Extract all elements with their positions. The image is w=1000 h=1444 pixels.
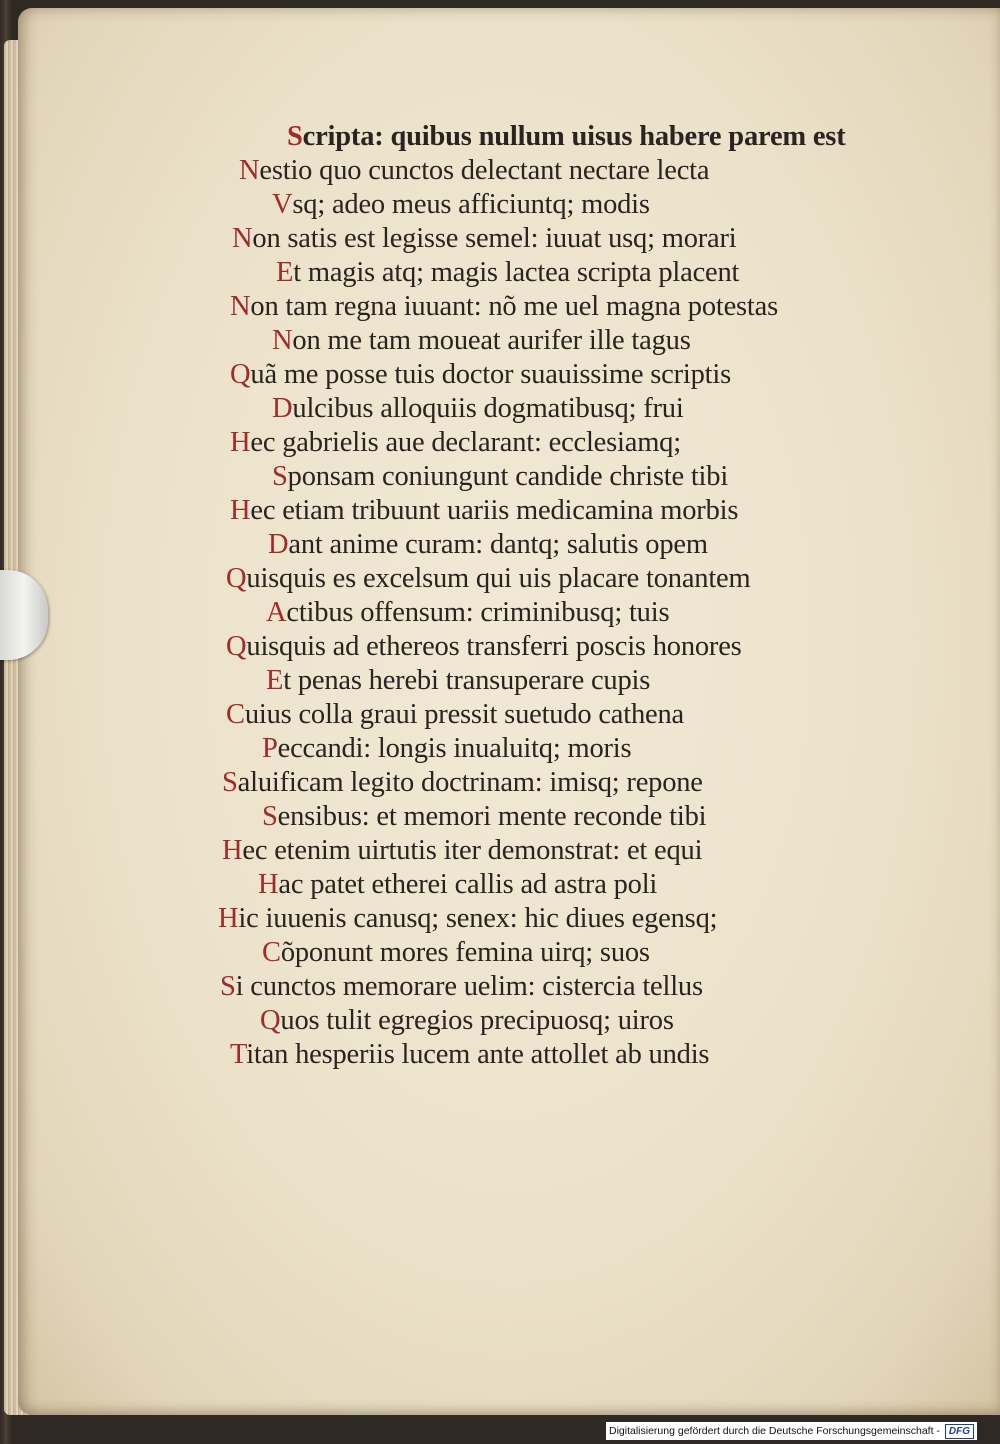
verse-line: Titan hesperiis lucem ante attollet ab undis (230, 1039, 710, 1070)
rubricated-initial: T (230, 1039, 247, 1070)
rubricated-initial: S (222, 767, 238, 798)
dfg-logo: DFG (945, 1424, 974, 1439)
verse-line: Vsq; adeo meus afficiuntq; modis (272, 189, 650, 220)
verse-line: Et penas herebi transuperare cupis (266, 665, 651, 696)
rubricated-initial: N (232, 223, 253, 254)
rubricated-initial: H (218, 903, 239, 934)
rubricated-initial: Q (226, 631, 247, 662)
rubricated-initial: Q (260, 1005, 281, 1036)
dfg-footer (606, 1422, 977, 1440)
verse-line: Hec gabrielis aue declarant: ecclesiamq; (230, 427, 681, 458)
rubricated-initial: C (226, 699, 245, 730)
rubricated-initial: S (272, 461, 288, 492)
verse-line: Sensibus: et memori mente reconde tibi (262, 801, 707, 832)
rubricated-initial: N (272, 325, 293, 356)
rubricated-initial: D (268, 529, 289, 560)
verse-line: Hec etenim uirtutis iter demonstrat: et equi (222, 835, 703, 866)
rubricated-initial: E (266, 665, 284, 696)
verse-line: Non tam regna iuuant: nõ me uel magna potestas (230, 291, 778, 322)
verse-line: Scripta: quibus nullum uisus habere parem est (287, 121, 846, 152)
rubricated-initial: H (258, 869, 279, 900)
verse-line: Dant anime curam: dantq; salutis opem (268, 529, 708, 560)
verse-line: Hic iuuenis canusq; senex: hic diues egensq; (218, 903, 718, 934)
rubricated-initial: Q (226, 563, 247, 594)
rubricated-initial: P (262, 733, 278, 764)
verse-line: Hac patet etherei callis ad astra poli (258, 869, 658, 900)
rubricated-initial: S (262, 801, 278, 832)
verse-line: Peccandi: longis inualuitq; moris (262, 733, 632, 764)
verse-line: Quisquis ad ethereos transferri poscis honores (226, 631, 742, 662)
verse-line: Actibus offensum: criminibusq; tuis (266, 597, 670, 628)
rubricated-initial: S (287, 121, 303, 152)
rubricated-initial: S (220, 971, 236, 1002)
verse-line: Cuius colla graui pressit suetudo cathena (226, 699, 684, 730)
rubricated-initial: C (262, 937, 281, 968)
verse-line: Nestio quo cunctos delectant nectare lecta (239, 155, 710, 186)
verse-line: Non satis est legisse semel: iuuat usq; morari (232, 223, 737, 254)
verse-line: Quisquis es excelsum qui uis placare tonantem (226, 563, 751, 594)
verse-line: Sponsam coniungunt candide christe tibi (272, 461, 729, 492)
verse-line: Non me tam moueat aurifer ille tagus (272, 325, 691, 356)
verse-line: Si cunctos memorare uelim: cistercia tellus (220, 971, 703, 1002)
footer-credit: Digitalisierung gefördert durch die Deutsche Forschungsgemeinschaft - (609, 1425, 940, 1437)
rubricated-initial: V (272, 189, 293, 220)
verse-line: Hec etiam tribuunt uariis medicamina morbis (230, 495, 739, 526)
verse-line: Quos tulit egregios precipuosq; uiros (260, 1005, 674, 1036)
rubricated-initial: H (230, 427, 251, 458)
verse-line: Quã me posse tuis doctor suauissime scriptis (230, 359, 731, 390)
verse-line: Et magis atq; magis lactea scripta placent (276, 257, 740, 288)
verse-line: Saluificam legito doctrinam: imisq; repone (222, 767, 703, 798)
verse-line: Dulcibus alloquiis dogmatibusq; frui (272, 393, 684, 424)
rubricated-initial: H (222, 835, 243, 866)
rubricated-initial: Q (230, 359, 251, 390)
rubricated-initial: N (239, 155, 260, 186)
rubricated-initial: N (230, 291, 251, 322)
rubricated-initial: H (230, 495, 251, 526)
verse-line: Cõponunt mores femina uirq; suos (262, 937, 650, 968)
rubricated-initial: A (266, 597, 287, 628)
rubricated-initial: D (272, 393, 293, 424)
rubricated-initial: E (276, 257, 294, 288)
